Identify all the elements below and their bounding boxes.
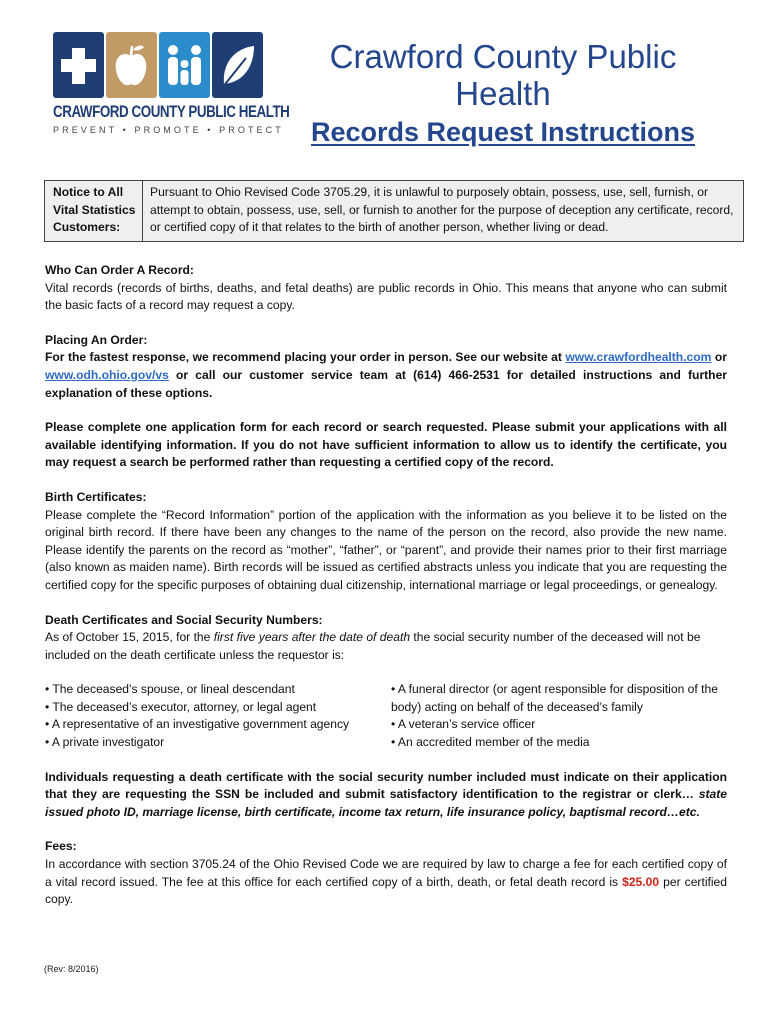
death-bullets [45,681,727,751]
fees-text-a: In accordance with section 3705.24 of the Ohio Revised Code we are required by law to charge a fee for each certified copy of a vital record issued. The fee at this office for each certified copy of a birth, death, or fetal death record is [45,857,727,889]
logo [53,32,290,135]
content [45,262,727,926]
list-item: • An accredited member of the media [391,735,590,750]
fee-amount: $25.00 [622,874,660,889]
death-text-b: the social security number of the deceased will not be included on the death certificate unless the requestor is: [45,630,701,662]
bullets-left [45,681,391,751]
birth-section [45,489,727,595]
ssn-section [45,769,727,822]
ssn-text [45,769,727,822]
notice-label-line: Vital Statistics [53,202,136,217]
placing-text-a: For the fastest response, we recommend placing your order in person. See our website at [45,350,566,365]
notice-box [44,180,744,242]
list-item: • The deceased’s spouse, or lineal descendant [45,682,295,697]
death-text-a: As of October 15, 2015, for the [45,630,214,645]
page-subtitle: Records Request Instructions [310,117,696,147]
who-section [45,262,727,315]
application-text: Please complete one application form for each record or search requested. Please submit your applications with all available identifying information. If you do not have sufficient information to allow us to identify the certificate, you may request a search be performed rather than requesting a certified copy of the record. [45,420,727,470]
revision-note: (Rev: 8/2016) [44,964,99,974]
leaf-icon [212,32,263,98]
family-icon [159,32,210,98]
ssn-text-italic: state issued photo ID, marriage license, birth certificate, income tax return, life insurance policy, baptismal record…etc. [45,787,727,819]
placing-section [45,332,727,402]
application-section [45,419,727,472]
placing-text-c: or call our customer service team at (614) 466-2531 for detailed instructions and further explanation of these options. [45,367,727,400]
cross-icon [53,32,104,98]
death-text [45,629,727,664]
bullets-right [391,681,727,751]
death-text-italic: first five years after the date of death [213,630,411,645]
death-section [45,612,727,665]
notice-text: Pursuant to Ohio Revised Code 3705.29, it is unlawful to purposely obtain, possess, use, sell, furnish, or attempt to obtain, possess, use, sell, or furnish to another for the purpose of deception any certificate, record, or certified copy of it that relates to the birth of another person, whether living or dead. [150,185,734,234]
list-item: • A funeral director (or agent responsible for disposition of the body) acting on behalf of the deceased’s family [391,682,718,714]
notice-label-line: Customers: [53,220,121,234]
fees-text [45,856,727,909]
list-item: • A veteran’s service officer [391,717,536,732]
logo-name: CRAWFORD COUNTY PUBLIC HEALTH [53,102,290,121]
logo-tagline: PREVENT • PROMOTE • PROTECT [53,125,284,135]
crawfordhealth-link[interactable]: www.crawfordhealth.com [565,350,712,365]
who-heading: Who Can Order A Record: [45,263,194,277]
apple-icon [106,32,157,98]
notice-label-line: Notice to All [53,185,124,199]
placing-heading: Placing An Order: [45,332,148,347]
notice-label [45,181,143,241]
birth-heading: Birth Certificates: [45,489,147,504]
ssn-text-main: Individuals requesting a death certificate with the social security number included must indicate on their application that they are requesting the SSN be included and submit satisfactory identification to the registrar or clerk… [45,769,727,802]
placing-text-b: or [711,350,727,365]
list-item: • The deceased’s executor, attorney, or legal agent [45,699,317,714]
death-heading: Death Certificates and Social Security Numbers: [45,612,323,627]
fees-text-b: per certified copy. [45,874,728,907]
logo-tiles [53,32,265,98]
list-item: • A representative of an investigative government agency [45,717,350,732]
who-text: Vital records (records of births, deaths, and fetal deaths) are public records in Ohio. This means that anyone who can submit the basic facts of a record may request a copy. [45,280,727,313]
fees-section [45,838,727,908]
placing-text [45,349,727,402]
odh-link[interactable]: www.odh.ohio.gov/vs [45,367,169,382]
page-title: Crawford County Public Health [329,38,677,112]
birth-text: Please complete the “Record Information” portion of the application with the information as you believe it to be listed on the original birth record. If there have been any changes to the name of the person on the record, also provide the new name. Please identify the parents on the record as “mother”, “father”, or “parent”, and provide their names prior to their first marriage (also known as maiden name). Birth records will be issued as certified abstracts unless you indicate that you are requesting the certified copy for the specific purposes of obtaining dual citizenship, international marriage or legal proceedings, or genealogy. [45,507,727,592]
title-block [296,38,710,148]
fees-heading: Fees: [45,839,77,854]
list-item: • A private investigator [45,735,165,750]
